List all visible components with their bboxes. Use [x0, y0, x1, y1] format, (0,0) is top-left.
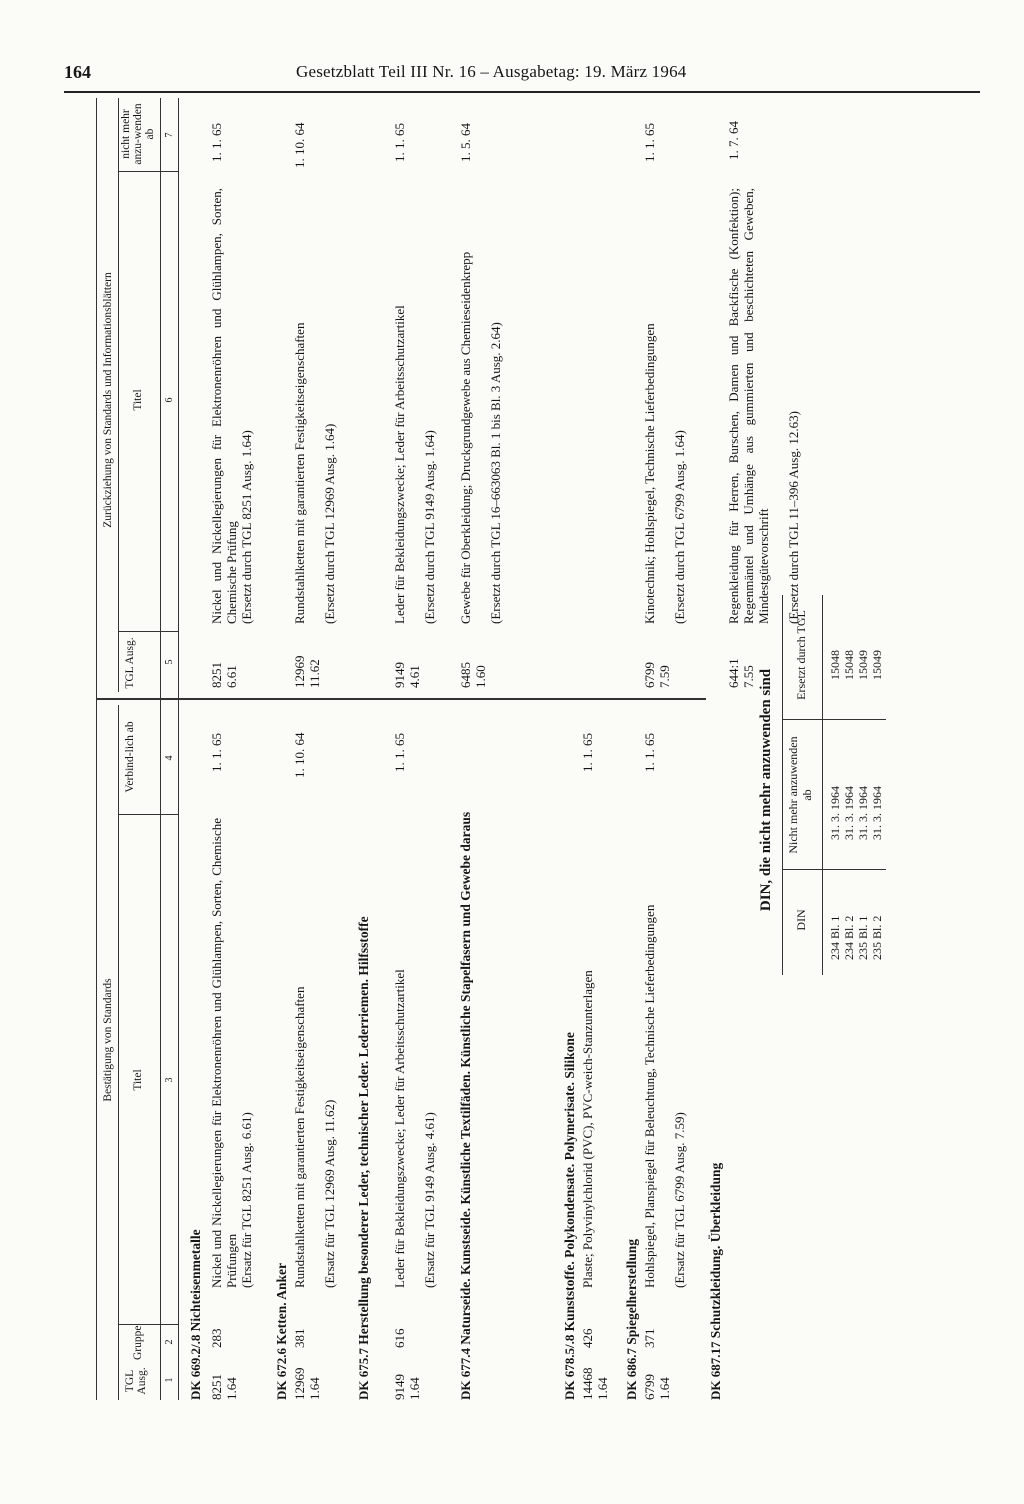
verbindlich-date: 1. 10. 64	[292, 732, 307, 778]
standard-title: Hohlspiegel, Planspiegel für Beleuchtung, Technische Lieferbedingungen	[642, 904, 657, 1288]
nicht-mehr-date: 1. 1. 65	[392, 123, 407, 162]
nicht-mehr-date: 1. 1. 65	[642, 123, 657, 162]
page-header	[64, 60, 980, 88]
ersatz-note: (Ersatz für TGL 6799 Ausg. 7.59)	[672, 1112, 687, 1288]
col-tgl-ausg: TGL Ausg.	[124, 1367, 148, 1395]
din-col-ab: Nicht mehr anzuwenden ab	[786, 736, 814, 854]
withdrawn-tgl-ausgabe: 7.59	[657, 665, 672, 688]
section-heading: DK 678.5/.8 Kunststoffe. Polykondensate. Polymerisate. Silikone	[562, 1032, 577, 1400]
withdrawn-tgl-ausgabe: 4.61	[407, 665, 422, 688]
withdrawn-tgl-ausgabe: 1.60	[473, 665, 488, 688]
col-divider-3	[118, 814, 178, 815]
withdrawn-title: Rundstahlketten mit garantierten Festigkeitseigenschaften	[292, 322, 307, 624]
standard-title: Leder für Bekleidungszwecke; Leder für Arbeitsschutzartikel	[392, 969, 407, 1288]
withdrawn-tgl-number: 12969	[292, 655, 307, 688]
nicht-mehr-date: 1. 10. 64	[292, 122, 307, 168]
din-table-top-rule	[782, 595, 783, 975]
group-left-header: Bestätigung von Standards	[102, 978, 114, 1102]
din-cell: 235 Bl. 1	[856, 915, 870, 960]
tgl-number: 14468	[580, 1367, 595, 1400]
header-rule	[64, 91, 980, 93]
col-number-7: 7	[164, 132, 175, 138]
col-titel-right: Titel	[132, 389, 144, 411]
group-right-header: Zurückziehung von Standards und Informationsblättern	[102, 272, 114, 528]
table-top-rule	[96, 98, 97, 1400]
section-heading: DK 675.7 Herstellung besonderer Leder, technischer Leder. Lederriemen. Hilfsstoffe	[356, 916, 371, 1400]
standard-title: Rundstahlketten mit garantierten Festigkeitseigenschaften	[292, 986, 307, 1288]
withdrawn-tgl-ausgabe: 11.62	[307, 659, 322, 688]
col-nicht-mehr: nicht mehr anzu-wenden ab	[120, 103, 156, 165]
rotated-table	[96, 98, 886, 1400]
page-number: 164	[64, 62, 91, 82]
tgl-ausgabe: 1.64	[224, 1377, 239, 1400]
verbindlich-date: 1. 1. 65	[642, 733, 657, 772]
withdrawn-title: Gewebe für Oberkleidung; Druckgrundgewebe aus Chemieseidenkrepp	[458, 251, 473, 624]
verbindlich-date: 1. 1. 65	[392, 733, 407, 772]
din-cell: 15049	[856, 650, 870, 680]
ersatz-note: (Ersatz für TGL 9149 Ausg. 4.61)	[422, 1112, 437, 1288]
col-number-2: 2	[164, 1339, 175, 1345]
gruppe-value: 283	[209, 1328, 224, 1348]
din-cell: 234 Bl. 2	[842, 915, 856, 960]
withdrawn-tgl-number: 8251	[209, 662, 224, 688]
din-cell: 31. 3. 1964	[842, 786, 856, 840]
tgl-ausgabe: 1.64	[595, 1377, 610, 1400]
withdrawn-tgl-ausgabe: 7.55	[741, 665, 756, 688]
withdrawn-title: Kinotechnik; Hohlspiegel, Technische Lieferbedingungen	[642, 323, 657, 624]
withdrawn-title: Nickel und Nickellegierungen für Elektronenröhren und Glühlampen, Sorten, Chemische Prüfung	[209, 188, 239, 624]
gruppe-value: 371	[642, 1328, 657, 1348]
din-col-tgl: Ersetzt durch TGL	[794, 610, 808, 700]
tgl-number: 9149	[392, 1374, 407, 1400]
tgl-number: 12969	[292, 1367, 307, 1400]
main-divider	[96, 698, 706, 700]
nicht-mehr-date: 1. 5. 64	[458, 123, 473, 162]
tgl-number: 6799	[642, 1374, 657, 1400]
ersetzt-note: (Ersetzt durch TGL 12969 Ausg. 1.64)	[322, 423, 337, 624]
col-number-5: 5	[164, 659, 175, 665]
section-heading: DK 677.4 Naturseide. Kunstseide. Künstliche Textilfäden. Künstliche Stapelfasern und Gewebe daraus	[458, 811, 473, 1400]
col-gruppe: Gruppe	[132, 1325, 144, 1360]
gruppe-value: 616	[392, 1328, 407, 1348]
nicht-mehr-date: 1. 7. 64	[726, 121, 741, 160]
standard-title: Plaste; Polyvinylchlorid (PVC), PVC-weich-Stanzunterlagen	[580, 970, 595, 1288]
ersetzt-note: (Ersetzt durch TGL 11–396 Ausg. 12.63)	[786, 411, 801, 624]
ersetzt-note: (Ersetzt durch TGL 9149 Ausg. 1.64)	[422, 430, 437, 624]
withdrawn-tgl-number: 644:1	[726, 658, 741, 688]
withdrawn-tgl-number: 6485	[458, 662, 473, 688]
verbindlich-date: 1. 1. 65	[209, 733, 224, 772]
section-heading: DK 687.17 Schutzkleidung. Überkleidung	[708, 1162, 723, 1400]
col-number-3: 3	[164, 1077, 175, 1083]
col-divider-6	[118, 171, 178, 172]
ersetzt-note: (Ersetzt durch TGL 16–663063 Bl. 1 bis Bl. 3 Ausg. 2.64)	[488, 322, 503, 624]
gruppe-value: 426	[580, 1328, 595, 1348]
ersatz-note: (Ersatz für TGL 8251 Ausg. 6.61)	[239, 1112, 254, 1288]
din-table-header-rule	[822, 595, 823, 975]
col-divider-1	[118, 1324, 178, 1325]
ersetzt-note: (Ersetzt durch TGL 6799 Ausg. 1.64)	[672, 430, 687, 624]
din-cell: 15049	[870, 650, 884, 680]
col-number-4: 4	[164, 755, 175, 761]
din-cell: 31. 3. 1964	[828, 786, 842, 840]
withdrawn-title: Regenkleidung für Herren, Burschen, Damen und Backfische (Konfektion); Regenmäntel und Umhänge aus gummierten und beschichteten Geweben, Mindestgütevorschrift	[726, 188, 771, 624]
col-tgl-ausg-right: TGL Ausg.	[124, 637, 136, 689]
section-heading: DK 686.7 Spiegelherstellung	[624, 1238, 639, 1400]
withdrawn-tgl-number: 9149	[392, 662, 407, 688]
table-number-rule	[178, 98, 179, 1400]
tgl-ausgabe: 1.64	[307, 1377, 322, 1400]
withdrawn-title: Leder für Bekleidungszwecke; Leder für Arbeitsschutzartikel	[392, 305, 407, 624]
gruppe-value: 381	[292, 1328, 307, 1348]
nicht-mehr-date: 1. 1. 65	[209, 123, 224, 162]
din-cell: 31. 3. 1964	[870, 786, 884, 840]
din-cell: 15048	[842, 650, 856, 680]
col-divider-5	[118, 631, 178, 632]
header-title: Gesetzblatt Teil III Nr. 16 – Ausgabetag: 19. März 1964	[296, 62, 687, 81]
tgl-ausgabe: 1.64	[407, 1377, 422, 1400]
section-heading: DK 669.2/.8 Nichteisenmetalle	[188, 1229, 203, 1400]
col-number-6: 6	[164, 397, 175, 403]
table-header-rule	[160, 98, 161, 1400]
col-titel-left: Titel	[132, 1069, 144, 1091]
din-cell: 235 Bl. 2	[870, 915, 884, 960]
withdrawn-tgl-number: 6799	[642, 662, 657, 688]
col-number-1: 1	[164, 1377, 175, 1383]
group-left-rule	[118, 705, 119, 1400]
tgl-number: 8251	[209, 1374, 224, 1400]
din-cell: 31. 3. 1964	[856, 786, 870, 840]
ersatz-note: (Ersatz für TGL 12969 Ausg. 11.62)	[322, 1099, 337, 1288]
din-cell: 15048	[828, 650, 842, 680]
section-heading: DK 672.6 Ketten. Anker	[274, 1263, 289, 1400]
din-cell: 234 Bl. 1	[828, 915, 842, 960]
withdrawn-tgl-ausgabe: 6.61	[224, 665, 239, 688]
ersetzt-note: (Ersetzt durch TGL 8251 Ausg. 1.64)	[239, 430, 254, 624]
group-right-rule	[118, 98, 119, 692]
din-col-din: DIN	[794, 909, 808, 931]
standard-title: Nickel und Nickellegierungen für Elektronenröhren und Glühlampen, Sorten, Chemische Prüfungen	[209, 818, 239, 1288]
verbindlich-date: 1. 1. 65	[580, 733, 595, 772]
din-col-divider-2	[782, 719, 886, 720]
din-table-title: DIN, die nicht mehr anzuwenden sind	[758, 668, 774, 912]
tgl-ausgabe: 1.64	[657, 1377, 672, 1400]
col-verbindlich: Verbind-lich ab	[124, 721, 136, 793]
